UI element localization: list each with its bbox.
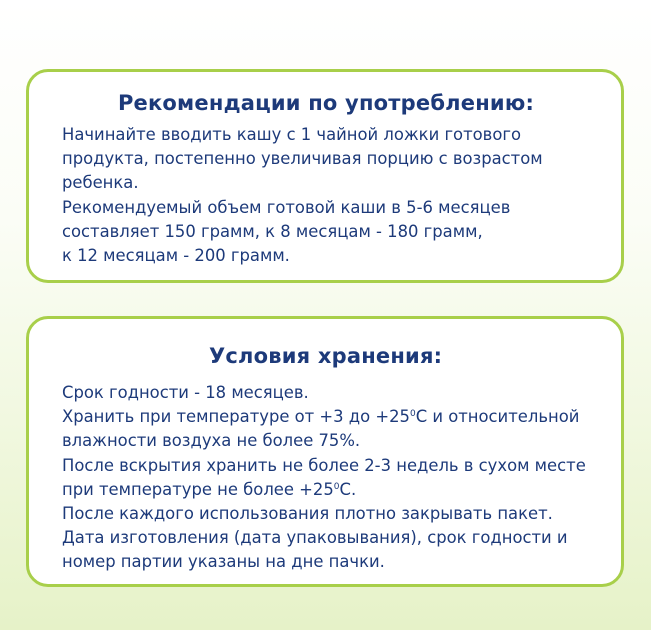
storage-line: Срок годности - 18 месяцев. bbox=[62, 383, 309, 402]
usage-line: Начинайте вводить кашу с 1 чайной ложки готового bbox=[62, 125, 521, 144]
storage-line bbox=[62, 405, 621, 429]
usage-title: Рекомендации по употреблению: bbox=[117, 91, 535, 115]
storage-line: номер партии указаны на дне пачки. bbox=[62, 552, 385, 572]
storage-text bbox=[29, 381, 621, 575]
storage-line-text: С и относительной bbox=[415, 407, 580, 427]
usage-line: Рекомендуемый объем готовой каши в 5-6 месяцев bbox=[62, 197, 511, 217]
storage-conditions-card bbox=[26, 316, 624, 587]
usage-recommendations-card bbox=[26, 69, 624, 283]
degree-mark: 0 bbox=[333, 481, 340, 492]
storage-title: Условия хранения: bbox=[209, 344, 443, 368]
storage-line: влажности воздуха не более 75%. bbox=[62, 431, 361, 451]
usage-line: продукта, постепенно увеличивая порцию с возрастом bbox=[62, 149, 543, 169]
usage-line: ребенка. bbox=[62, 173, 139, 193]
storage-line-text: Хранить при температуре от +3 до +25 bbox=[62, 407, 410, 427]
storage-line: Дата изготовления (дата упаковывания), срок годности и bbox=[62, 528, 568, 548]
storage-line: После вскрытия хранить не более 2-3 недель в сухом месте bbox=[62, 455, 586, 475]
usage-line: составляет 150 грамм, к 8 месяцам - 180 грамм, bbox=[62, 221, 483, 241]
storage-line-text: при температуре не более +25 bbox=[62, 479, 334, 499]
usage-line: к 12 месяцам - 200 грамм. bbox=[62, 246, 290, 266]
usage-text bbox=[29, 123, 621, 268]
storage-line bbox=[62, 478, 621, 502]
storage-line-text: С. bbox=[339, 479, 357, 499]
degree-mark: 0 bbox=[409, 409, 416, 420]
storage-line: После каждого использования плотно закрывать пакет. bbox=[62, 504, 553, 524]
